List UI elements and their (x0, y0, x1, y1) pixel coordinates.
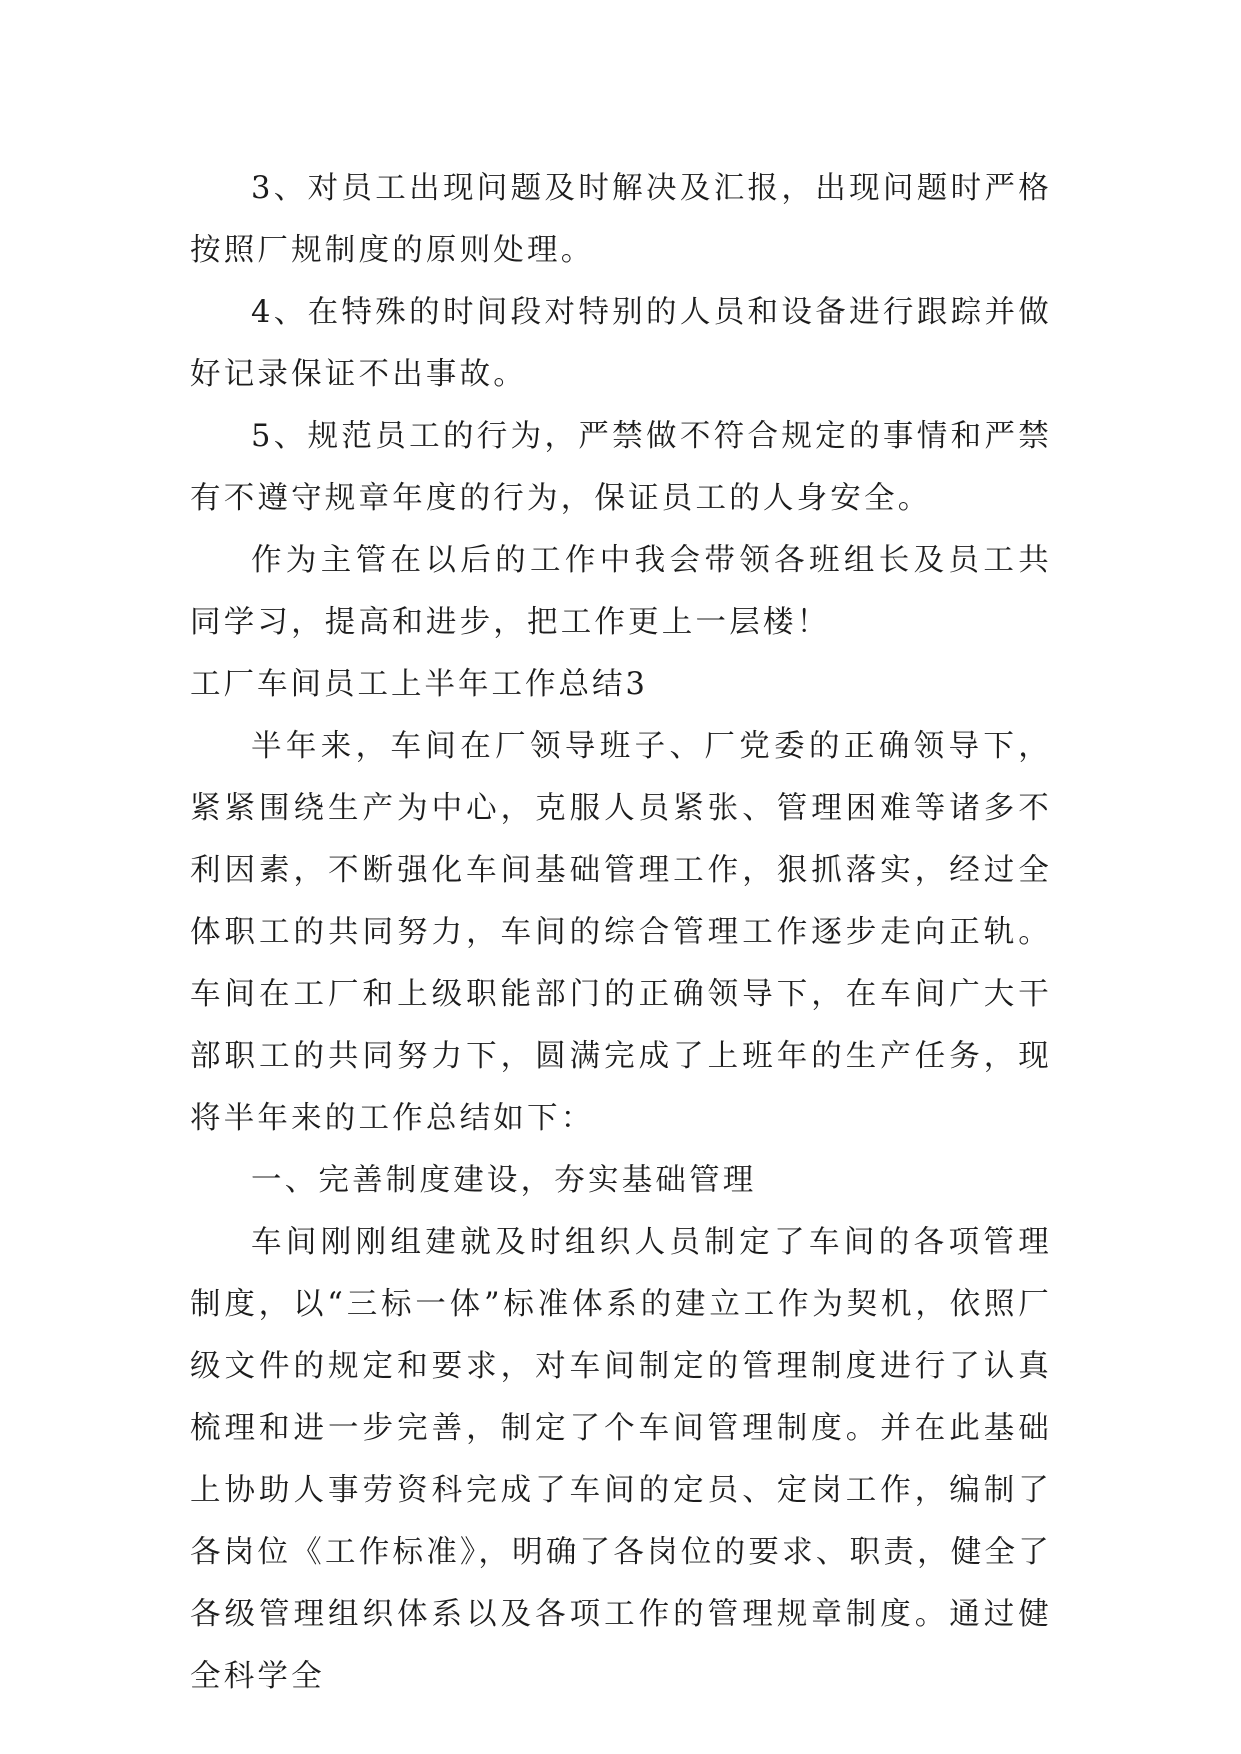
paragraph-item-5: 5、规范员工的行为，严禁做不符合规定的事情和严禁有不遵守规章年度的行为，保证员工的人身安全。 (190, 419, 1052, 516)
document-body (190, 158, 1052, 1708)
subheading-one: 一、完善制度建设，夯实基础管理 (251, 1163, 757, 1198)
paragraph-body: 车间刚刚组建就及时组织人员制定了车间的各项管理制度，以“三标一体”标准体系的建立工作为契机，依照厂级文件的规定和要求，对车间制定的管理制度进行了认真梳理和进一步完善，制定了个车间管理制度。并在此基础上协助人事劳资科完成了车间的定员、定岗工作，编制了各岗位《工作标准》，明确了各岗位的要求、职责，健全了各级管理组织体系以及各项工作的管理规章制度。通过健全科学全 (190, 1225, 1052, 1694)
section-heading: 工厂车间员工上半年工作总结3 (190, 667, 648, 702)
paragraph-item-3: 3、对员工出现问题及时解决及汇报，出现问题时严格按照厂规制度的原则处理。 (190, 171, 1052, 268)
paragraph-item-4: 4、在特殊的时间段对特别的人员和设备进行跟踪并做好记录保证不出事故。 (190, 295, 1052, 392)
paragraph-closing: 作为主管在以后的工作中我会带领各班组长及员工共同学习，提高和进步，把工作更上一层楼！ (190, 543, 1052, 640)
paragraph-intro: 半年来，车间在厂领导班子、厂党委的正确领导下，紧紧围绕生产为中心，克服人员紧张、管理困难等诸多不利因素，不断强化车间基础管理工作，狠抓落实，经过全体职工的共同努力，车间的综合管理工作逐步走向正轨。车间在工厂和上级职能部门的正确领导下，在车间广大干部职工的共同努力下，圆满完成了上班年的生产任务，现将半年来的工作总结如下： (190, 729, 1052, 1136)
